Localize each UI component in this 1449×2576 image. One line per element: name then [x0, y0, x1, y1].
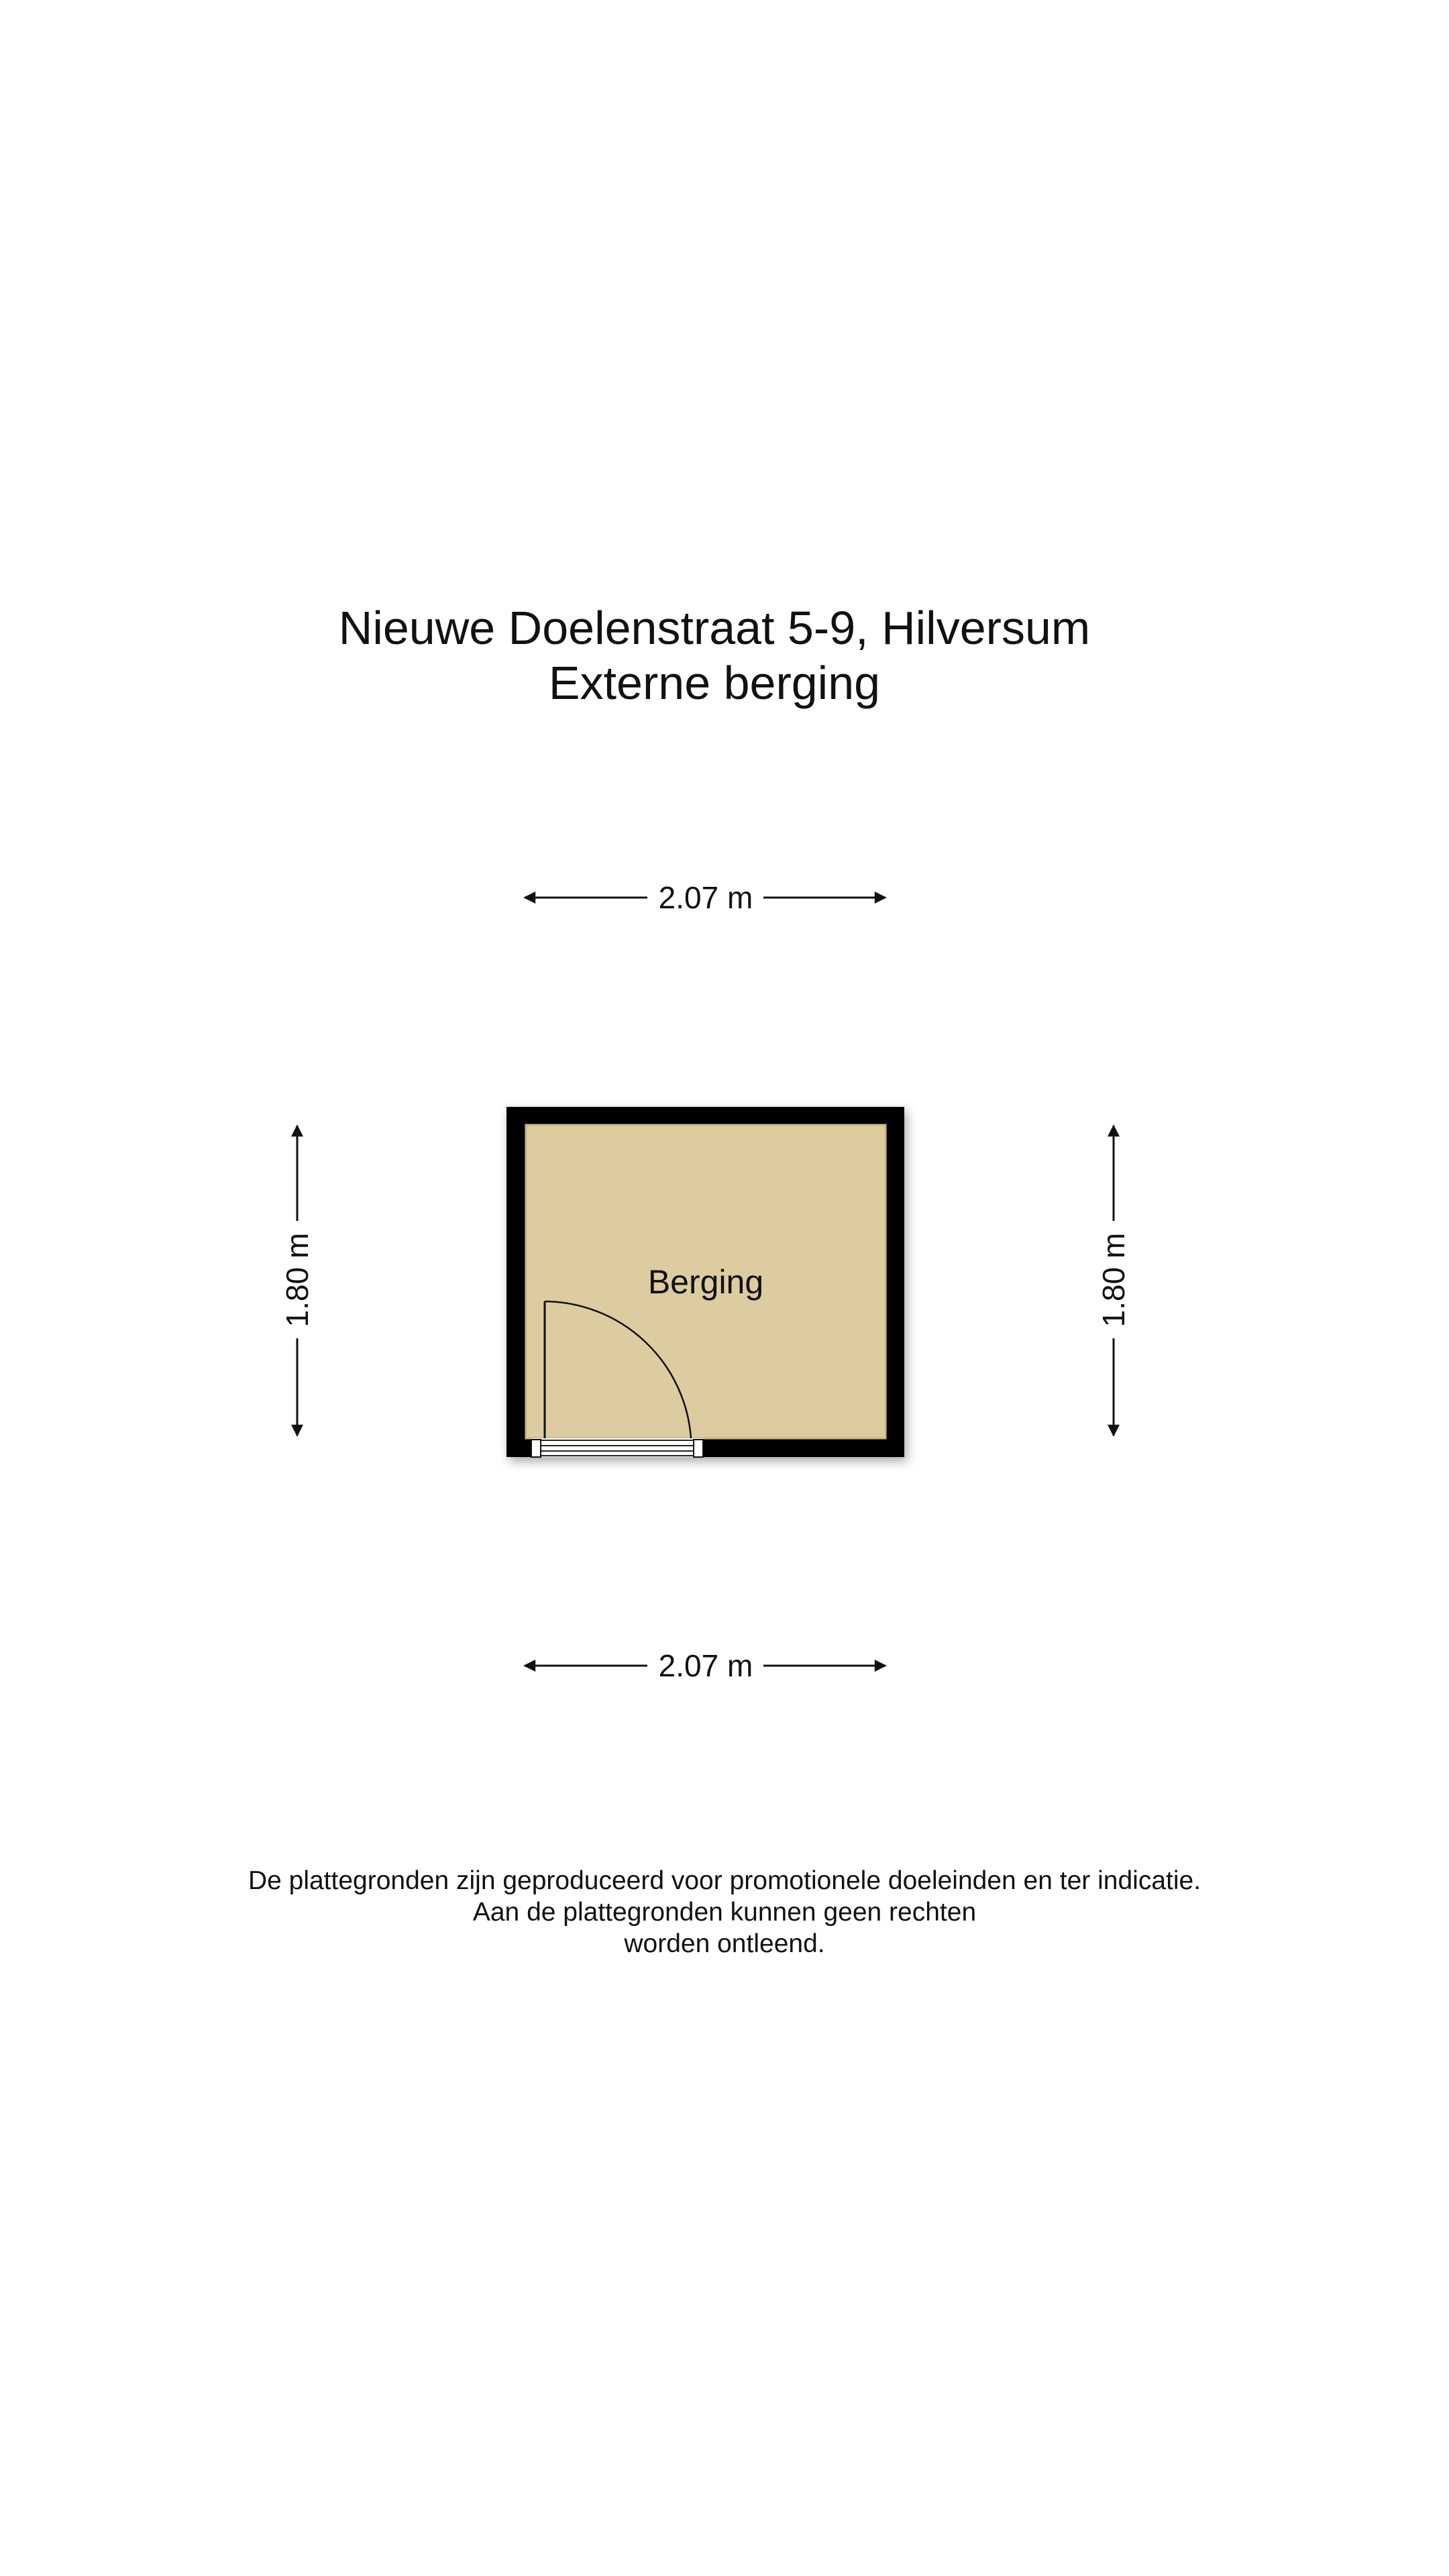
dimension-right: [1096, 1126, 1131, 1436]
dimension-label-top: 2.07 m: [658, 880, 753, 915]
dimension-bottom: [525, 1648, 885, 1683]
door-jamb-right: [694, 1440, 703, 1457]
disclaimer: [0, 1865, 1449, 1960]
disclaimer-line: worden ontleend.: [624, 1929, 825, 1958]
dimension-label-bottom: 2.07 m: [658, 1648, 753, 1683]
disclaimer-line: De plattegronden zijn geproduceerd voor promotionele doeleinden en ter indicatie.: [248, 1866, 1201, 1895]
disclaimer-line: Aan de plattegronden kunnen geen rechten: [472, 1898, 977, 1927]
dimension-top: [525, 880, 885, 915]
room-berging: [506, 1107, 904, 1457]
dimension-label-right: 1.80 m: [1096, 1232, 1131, 1328]
plan-address-title: Nieuwe Doelenstraat 5-9, Hilversum: [338, 602, 1091, 654]
plan-floor-title: Externe berging: [548, 657, 881, 709]
dimension-label-left: 1.80 m: [280, 1232, 315, 1328]
dimension-left: [280, 1126, 315, 1436]
door-opening: [531, 1438, 703, 1457]
door-jamb-left: [531, 1440, 541, 1457]
room-label-berging: Berging: [647, 1263, 764, 1301]
